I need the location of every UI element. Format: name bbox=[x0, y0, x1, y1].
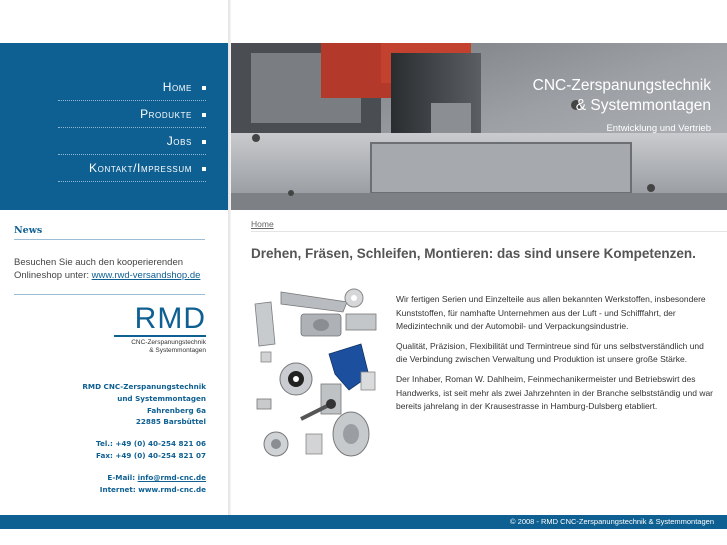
address-line: 22885 Barsbüttel bbox=[135, 417, 206, 427]
email-link[interactable]: info@rmd-cnc.de bbox=[137, 472, 206, 482]
news-divider bbox=[14, 239, 205, 240]
hero-title-line2: & Systemmontagen bbox=[575, 97, 711, 114]
header-spacer bbox=[231, 0, 727, 43]
page-title: Drehen, Fräsen, Schleifen, Montieren: das sind unsere Kompetenzen. bbox=[251, 246, 696, 261]
bullet-icon bbox=[202, 86, 206, 90]
fax-number: Fax: +49 (0) 40-254 821 07 bbox=[96, 450, 206, 460]
bullet-icon bbox=[202, 113, 206, 117]
news-title: News bbox=[14, 225, 43, 236]
breadcrumb-divider bbox=[251, 231, 727, 232]
nav-item-label[interactable]: Produkte bbox=[140, 107, 192, 121]
address-line: und Systemmontagen bbox=[117, 393, 206, 403]
intro-paragraph: Qualität, Präzision, Flexibilität und Termintreue sind für uns selbstverständlich und die Verbindung zwischen Verwaltung und Produktion ist unsere große Stärke. bbox=[396, 340, 704, 365]
email-line bbox=[82, 472, 206, 484]
breadcrumb-home[interactable]: Home bbox=[251, 219, 274, 229]
copyright-text: © 2008 - RMD CNC-Zerspanungstechnik & Systemmontagen bbox=[510, 517, 714, 526]
phone-number: Tel.: +49 (0) 40-254 821 06 bbox=[96, 439, 206, 449]
product-parts-image bbox=[251, 284, 381, 464]
main-navigation bbox=[0, 43, 228, 210]
nav-item-home[interactable] bbox=[58, 74, 206, 101]
logo-subtitle-line2: & Systemmontagen bbox=[149, 347, 206, 354]
address-line: Fahrenberg 6a bbox=[146, 405, 206, 415]
news-divider-bottom bbox=[14, 294, 205, 295]
nav-item-label[interactable]: Kontakt/Impressum bbox=[89, 161, 192, 175]
left-top-spacer bbox=[0, 0, 228, 43]
company-logo bbox=[114, 302, 206, 355]
nav-item-label[interactable]: Jobs bbox=[166, 134, 192, 148]
nav-item-jobs[interactable] bbox=[58, 128, 206, 155]
address-line: RMD CNC-Zerspanungstechnik bbox=[82, 382, 206, 391]
email-label: E-Mail: bbox=[107, 472, 138, 482]
intro-text bbox=[396, 293, 716, 420]
logo-text: RMD bbox=[134, 302, 206, 335]
nav-item-produkte[interactable] bbox=[58, 101, 206, 128]
hero-subtitle: Entwicklung und Vertrieb bbox=[606, 123, 711, 134]
news-text-intro: Besuchen Sie auch den kooperierenden Onlineshop unter: bbox=[14, 257, 184, 281]
footer bbox=[0, 515, 727, 529]
nav-item-kontakt[interactable] bbox=[58, 155, 206, 182]
news-text bbox=[14, 256, 214, 282]
intro-paragraph: Der Inhaber, Roman W. Dahlheim, Feinmechanikermeister und Betriebswirt des Handwerks, ist seit mehr als zwei Jahrzehnten in der Branche selbstständig und war bereits jahrelang in der Krausestrasse in Hamburg-Dulsberg etabliert. bbox=[396, 373, 714, 412]
internet-line: Internet: www.rmd-cnc.de bbox=[99, 484, 206, 494]
nav-item-label[interactable]: Home bbox=[162, 80, 192, 94]
intro-paragraph: Wir fertigen Serien und Einzelteile aus allen bekannten Werkstoffen, insbesondere Kunststoffen, für namhafte Unternehmen aus der Luft - und Schifffahrt, der Medizintechnik und der Automobil- und Verpackungsindustrie. bbox=[396, 294, 706, 332]
bullet-icon bbox=[202, 140, 206, 144]
hero-banner bbox=[231, 43, 727, 210]
bullet-icon bbox=[202, 167, 206, 171]
hero-title-line1: CNC-Zerspanungstechnik bbox=[532, 77, 711, 94]
logo-underline bbox=[114, 335, 206, 337]
address-block bbox=[82, 381, 206, 495]
logo-subtitle-line1: CNC-Zerspanungstechnik bbox=[131, 339, 206, 346]
shop-link[interactable]: www.rwd-versandshop.de bbox=[91, 270, 201, 281]
